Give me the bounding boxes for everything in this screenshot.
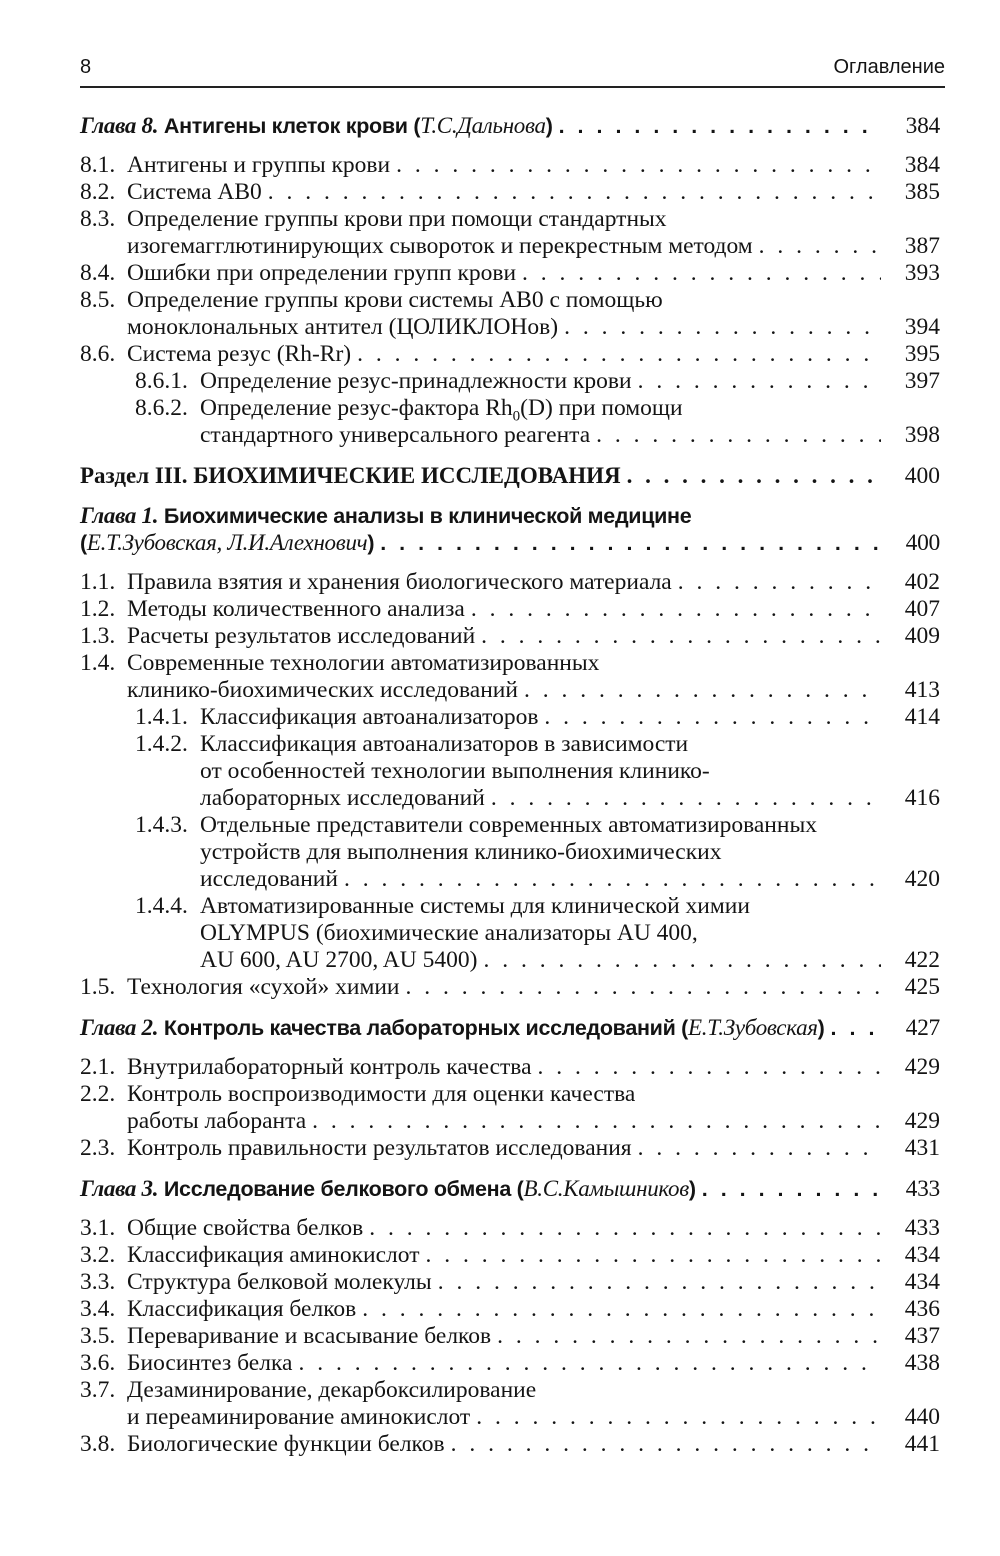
dot-leader: [298, 1350, 881, 1377]
dot-leader: [438, 1269, 881, 1296]
page-ref: 427: [905, 1015, 940, 1041]
page-ref: 436: [904, 1296, 940, 1322]
dot-leader: [544, 704, 881, 731]
dot-leader: [638, 1135, 881, 1162]
page-ref: 413: [904, 677, 940, 703]
toc-entry-2-3[interactable]: 2.3. Контроль правильности результатов исследования . . . 431: [80, 1135, 940, 1162]
dot-leader: [638, 368, 881, 395]
page-ref: 422: [904, 947, 940, 973]
toc-entry-3-2[interactable]: 3.2. Классификация аминокислот . . . 434: [80, 1242, 940, 1269]
page-ref: 416: [904, 785, 940, 811]
dot-leader: [596, 422, 881, 449]
dot-leader: [406, 974, 882, 1001]
dot-leader: [451, 1431, 881, 1458]
page-ref: 420: [904, 866, 940, 892]
toc-entry-3-7[interactable]: 3.7. Дезаминирование, декарбоксилирование и переаминирование аминокислот . . . 440: [80, 1377, 940, 1431]
page-ref: 385: [904, 179, 940, 205]
dot-leader: [425, 1242, 881, 1269]
dot-leader: [483, 947, 881, 974]
page-ref: 437: [904, 1323, 940, 1349]
page-ref: 438: [904, 1350, 940, 1376]
dot-leader: [497, 1323, 881, 1350]
toc-entry-1-4-2[interactable]: 1.4.2. Классификация автоанализаторов в зависимости от особенностей технологии выполнения клинико- лабораторных исследований . . . 416: [80, 731, 940, 812]
page-ref: 441: [904, 1431, 940, 1457]
page-ref: 429: [904, 1054, 940, 1080]
dot-leader: [538, 1054, 881, 1081]
toc-entry-2-2[interactable]: 2.2. Контроль воспроизводимости для оценки качества работы лаборанта . . . 429: [80, 1081, 940, 1135]
chapter-3-heading[interactable]: Глава 3. Исследование белкового обмена (В.С.Камышников) . . . 433: [80, 1175, 940, 1202]
page-ref: 397: [904, 368, 940, 394]
toc-entry-8-1[interactable]: 8.1. Антигены и группы крови . . . 384: [80, 152, 940, 179]
page-ref: 384: [905, 113, 940, 139]
page-ref: 400: [905, 530, 940, 556]
page-ref: 402: [904, 569, 940, 595]
page-ref: 425: [904, 974, 940, 1000]
page-ref: 434: [904, 1269, 940, 1295]
toc-entry-1-4[interactable]: 1.4. Современные технологии автоматизированных клинико-биохимических исследований . . . 413: [80, 650, 940, 704]
toc-entry-8-6-2[interactable]: 8.6.2. Определение резус-фактора $Rh_0(D)$ при помощи стандартного универсального реагента . . . 398: [80, 395, 940, 449]
dot-leader: [471, 596, 881, 623]
toc-entry-1-4-4[interactable]: 1.4.4. Автоматизированные системы для клинической химии OLYMPUS (биохимические анализаторы AU 400, AU 600, AU 2700, AU 5400) . . . 422: [80, 893, 940, 974]
toc-entry-3-6[interactable]: 3.6. Биосинтез белка . . . 438: [80, 1350, 940, 1377]
dot-leader: [481, 623, 881, 650]
toc-entry-1-1[interactable]: 1.1. Правила взятия и хранения биологического материала . . . 402: [80, 569, 940, 596]
page-ref: 387: [904, 233, 940, 259]
page-ref: 407: [904, 596, 940, 622]
toc-entry-1-4-3[interactable]: 1.4.3. Отдельные представители современных автоматизированных устройств для выполнения клинико-биохимических исследований . . . 420: [80, 812, 940, 893]
toc-entry-2-1[interactable]: 2.1. Внутрилабораторный контроль качества . . . 429: [80, 1054, 940, 1081]
page-ref: 433: [905, 1176, 940, 1202]
page-ref: 429: [904, 1108, 940, 1134]
toc-entry-1-2[interactable]: 1.2. Методы количественного анализа . . . 407: [80, 596, 940, 623]
running-head: [80, 52, 945, 88]
chapter-2-heading[interactable]: Глава 2. Контроль качества лабораторных исследований (Е.Т.Зубовская) . . . 427: [80, 1014, 940, 1041]
page-ref: 414: [904, 704, 940, 730]
toc-entry-3-3[interactable]: 3.3. Структура белковой молекулы . . . 434: [80, 1269, 940, 1296]
dot-leader: [564, 314, 881, 341]
page-ref: 398: [904, 422, 940, 448]
dot-leader: [362, 1296, 881, 1323]
page-ref: 395: [904, 341, 940, 367]
dot-leader: [524, 677, 881, 704]
page-ref: 431: [904, 1135, 940, 1161]
dot-leader: [344, 866, 881, 893]
toc-entry-3-1[interactable]: 3.1. Общие свойства белков . . . 433: [80, 1215, 940, 1242]
page-ref: 400: [904, 463, 940, 489]
page-ref: 393: [904, 260, 940, 286]
dot-leader: [491, 785, 881, 812]
header-title: Оглавление: [833, 56, 945, 78]
dot-leader: [268, 179, 881, 206]
dot-leader: [559, 113, 881, 140]
dot-leader: [476, 1404, 881, 1431]
dot-leader: [369, 1215, 881, 1242]
table-of-contents: [80, 112, 940, 1458]
toc-entry-8-5[interactable]: 8.5. Определение группы крови системы АВ0 с помощью моноклональных антител (ЦОЛИКЛОНов) . . . 394: [80, 287, 940, 341]
page-ref: 409: [904, 623, 940, 649]
toc-entry-1-4-1[interactable]: 1.4.1. Классификация автоанализаторов . . . 414: [80, 704, 940, 731]
dot-leader: [831, 1015, 881, 1042]
toc-entry-3-5[interactable]: 3.5. Переваривание и всасывание белков . . . 437: [80, 1323, 940, 1350]
toc-entry-3-8[interactable]: 3.8. Биологические функции белков . . . 441: [80, 1431, 940, 1458]
dot-leader: [678, 569, 881, 596]
dot-leader: [396, 152, 881, 179]
dot-leader: [380, 530, 881, 557]
page-ref: 440: [904, 1404, 940, 1430]
dot-leader: [357, 341, 881, 368]
toc-entry-8-6-1[interactable]: 8.6.1. Определение резус-принадлежности крови . . . 397: [80, 368, 940, 395]
toc-entry-8-2[interactable]: 8.2. Система АВ0 . . . 385: [80, 179, 940, 206]
toc-entry-8-6[interactable]: 8.6. Система резус (Rh-Rr) . . . 395: [80, 341, 940, 368]
toc-entry-3-4[interactable]: 3.4. Классификация белков . . . 436: [80, 1296, 940, 1323]
dot-leader: [702, 1176, 881, 1203]
page-ref: 434: [904, 1242, 940, 1268]
dot-leader: [627, 462, 881, 489]
page-ref: 394: [904, 314, 940, 340]
toc-entry-8-3[interactable]: 8.3. Определение группы крови при помощи стандартных изогемагглютинирующих сывороток и перекрестным методом . . . 387: [80, 206, 940, 260]
page-ref: 384: [904, 152, 940, 178]
toc-entry-1-5[interactable]: 1.5. Технология «сухой» химии . . . 425: [80, 974, 940, 1001]
dot-leader: [759, 233, 881, 260]
dot-leader: [522, 260, 881, 287]
toc-entry-1-3[interactable]: 1.3. Расчеты результатов исследований . . . 409: [80, 623, 940, 650]
toc-entry-8-4[interactable]: 8.4. Ошибки при определении групп крови . . . 393: [80, 260, 940, 287]
chapter-8-heading[interactable]: Глава 8. Антигены клеток крови (Т.С.Дальнова) . . . 384: [80, 112, 940, 139]
chapter-1-heading[interactable]: Глава 1. Биохимические анализы в клинической медицине (Е.Т.Зубовская, Л.И.Алехнович) . . . 400: [80, 502, 940, 556]
dot-leader: [312, 1108, 881, 1135]
page-number: 8: [80, 56, 92, 78]
page-ref: 433: [904, 1215, 940, 1241]
part-3-heading[interactable]: Раздел III. БИОХИМИЧЕСКИЕ ИССЛЕДОВАНИЯ . . . 400: [80, 462, 940, 489]
